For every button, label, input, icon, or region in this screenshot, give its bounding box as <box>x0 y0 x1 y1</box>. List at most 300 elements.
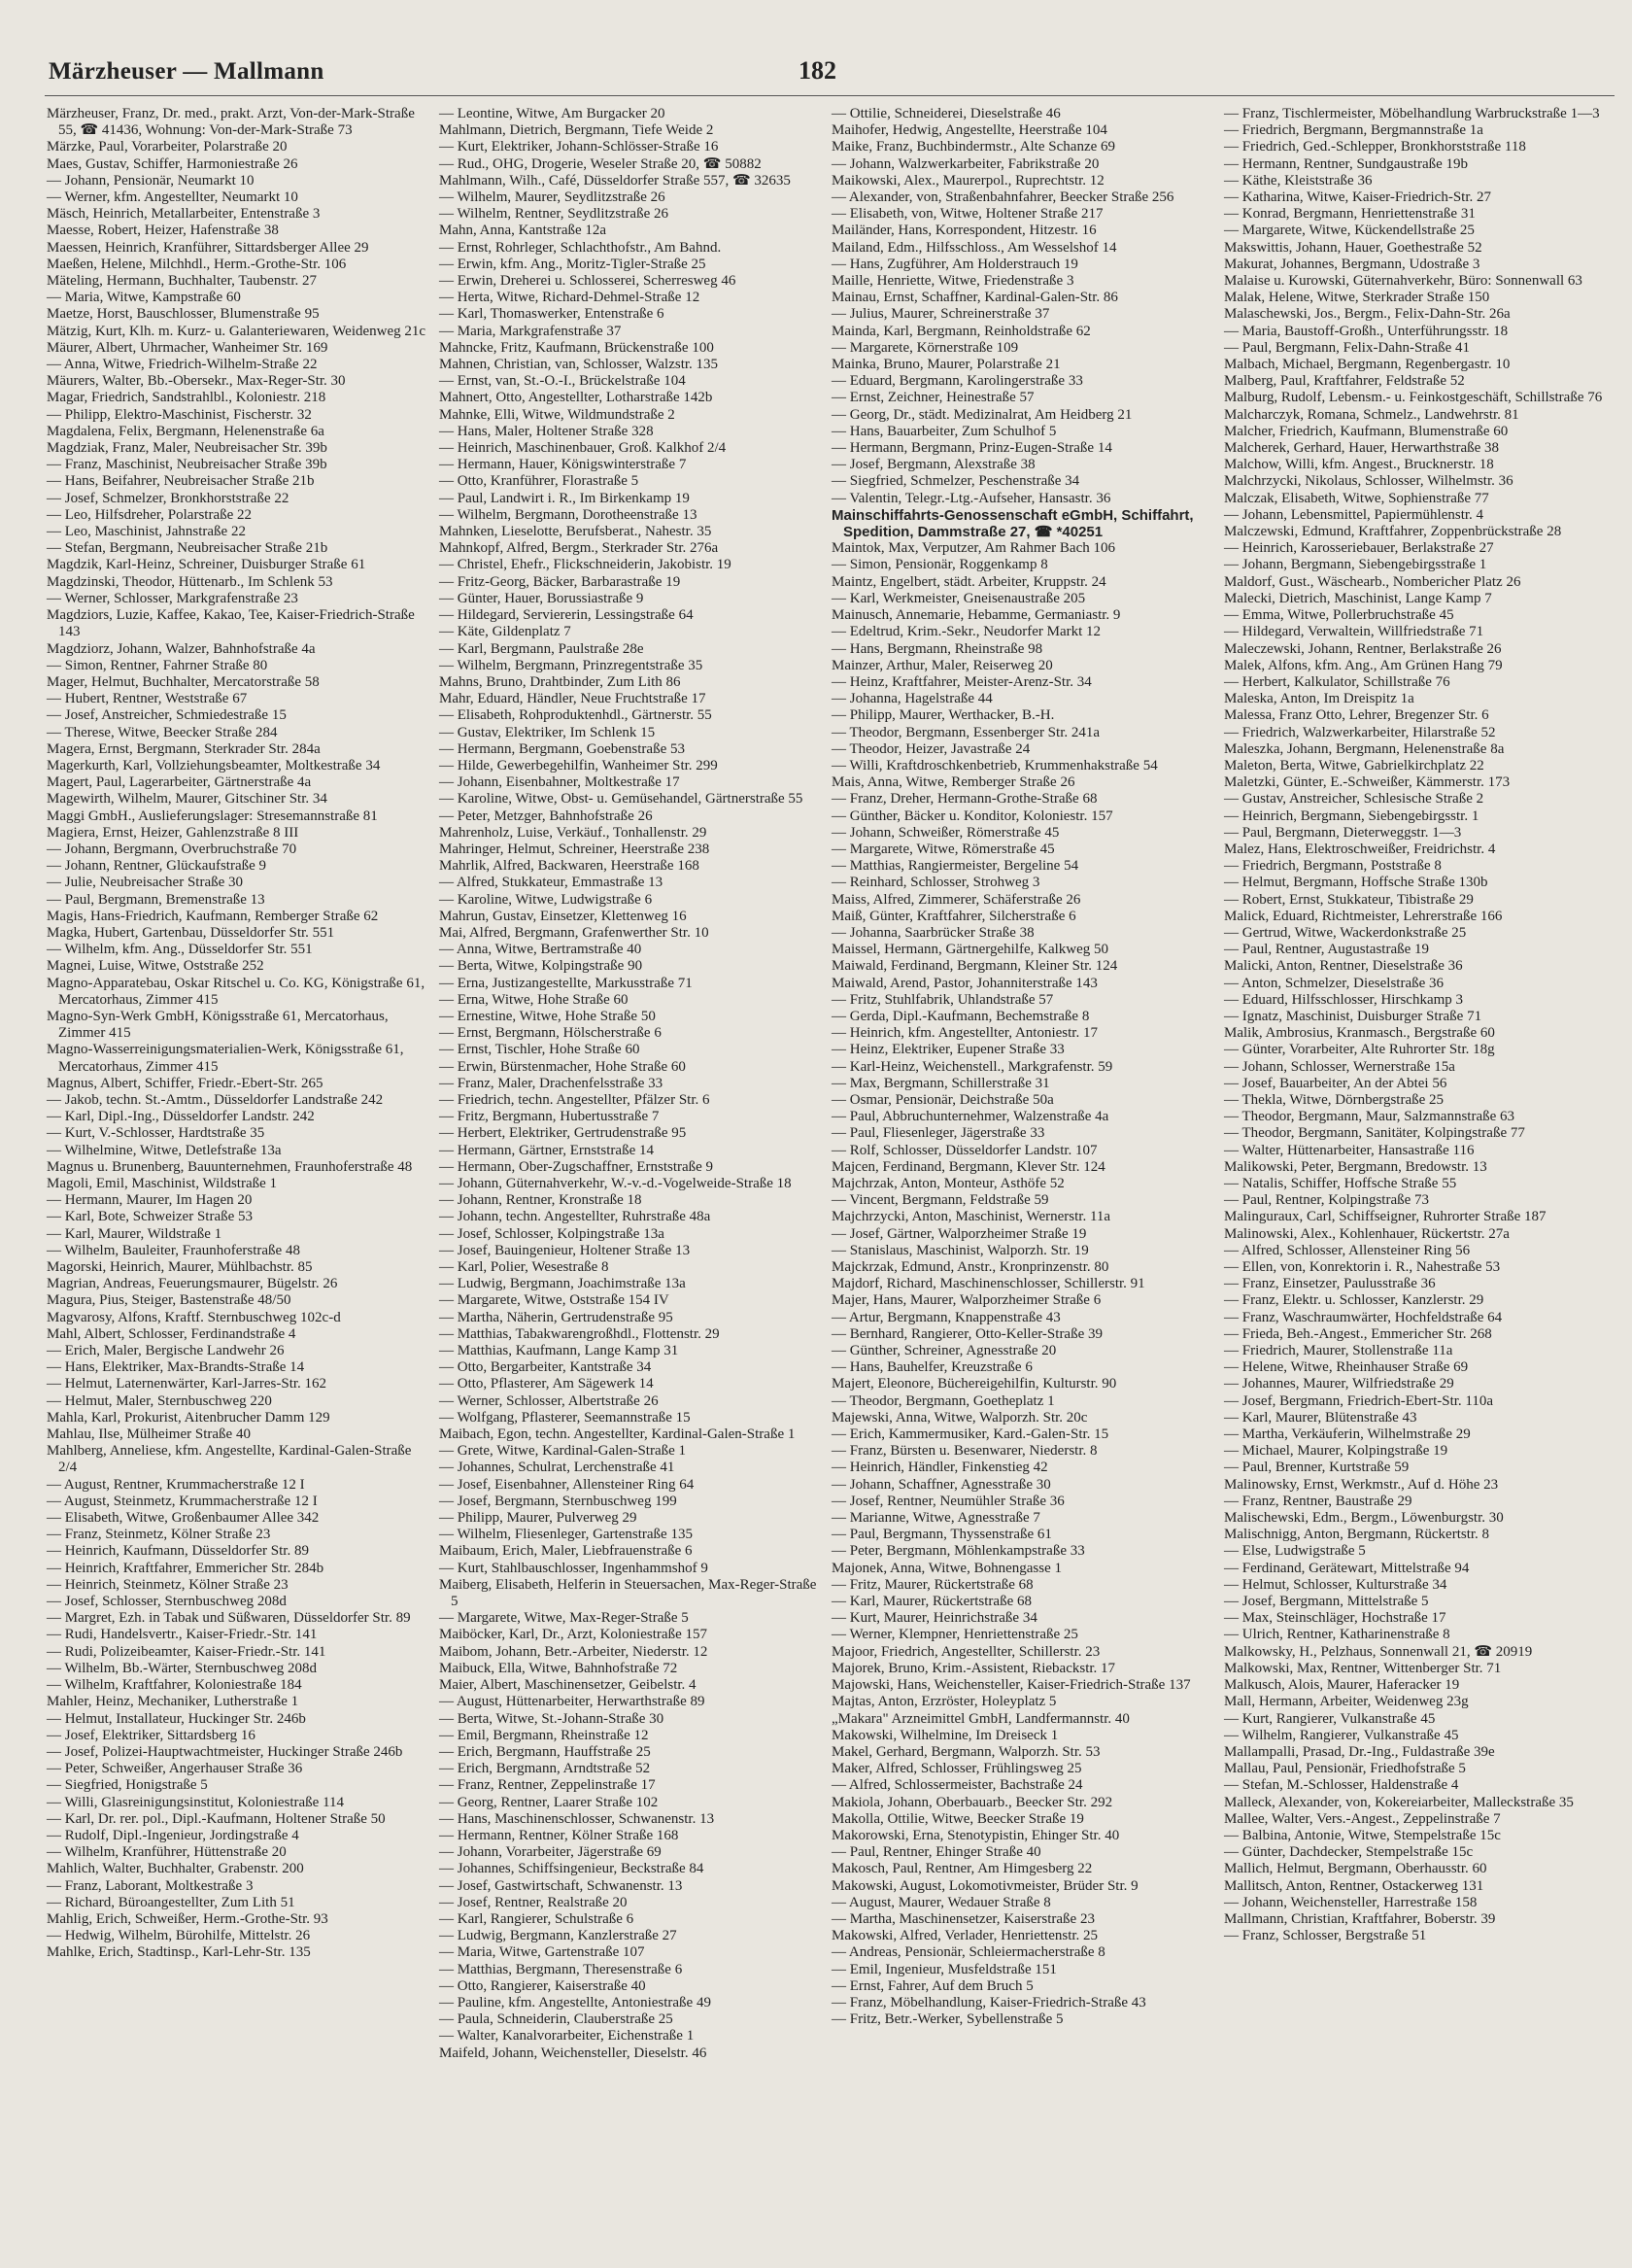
directory-entry: — Matthias, Rangiermeister, Bergeline 54 <box>832 858 1079 875</box>
directory-entry: — Natalis, Schiffer, Hoffsche Straße 55 <box>1224 1176 1457 1191</box>
column-4 <box>1222 106 1615 2062</box>
directory-entry: — Günther, Schreiner, Agnesstraße 20 <box>832 1343 1057 1359</box>
directory-entry: — Otto, Bergarbeiter, Kantstraße 34 <box>439 1359 652 1376</box>
directory-entry: — Emil, Ingenieur, Musfeldstraße 151 <box>832 1961 1057 1977</box>
directory-entry: — Karoline, Witwe, Ludwigstraße 6 <box>439 891 653 908</box>
directory-entry: — Theodor, Bergmann, Sanitäter, Kolpingstraße 77 <box>1224 1125 1525 1142</box>
directory-entry: — Kurt, V.-Schlosser, Hardtstraße 35 <box>47 1125 265 1142</box>
directory-entry: — Martha, Näherin, Gertrudenstraße 95 <box>439 1309 673 1325</box>
directory-entry: Maker, Alfred, Schlosser, Frühlingsweg 25 <box>832 1761 1082 1777</box>
directory-entry: — Franz, Maschinist, Neubreisacher Straße 39b <box>47 457 327 473</box>
directory-entry: — Anna, Witwe, Bertramstraße 40 <box>439 942 642 958</box>
directory-entry: — Grete, Witwe, Kardinal-Galen-Straße 1 <box>439 1443 687 1460</box>
directory-entry: — Paul, Fliesenleger, Jägerstraße 33 <box>832 1125 1045 1142</box>
directory-entry: Malleck, Alexander, von, Kokereiarbeiter, Malleckstraße 35 <box>1224 1794 1574 1810</box>
directory-entry: — Max, Steinschläger, Hochstraße 17 <box>1224 1610 1446 1627</box>
directory-entry: — Georg, Dr., städt. Medizinalrat, Am Heidberg 21 <box>832 406 1133 423</box>
directory-entry: — Josef, Rentner, Realstraße 20 <box>439 1894 628 1910</box>
directory-entry: — Franz, Möbelhandlung, Kaiser-Friedrich-Straße 43 <box>832 1994 1146 2010</box>
directory-entry: — Hermann, Rentner, Kölner Straße 168 <box>439 1827 679 1843</box>
directory-entry: Mailand, Edm., Hilfsschloss., Am Wesselshof 14 <box>832 239 1117 256</box>
directory-entry: — Erna, Witwe, Hohe Straße 60 <box>439 991 629 1008</box>
directory-entry: — Johann, Eisenbahner, Moltkestraße 17 <box>439 774 680 791</box>
directory-entry: — Karl, Maurer, Blütenstraße 43 <box>1224 1409 1417 1426</box>
directory-entry: — Otto, Kranführer, Florastraße 5 <box>439 473 639 490</box>
directory-entry: — Johann, Rentner, Glückaufstraße 9 <box>47 858 267 875</box>
directory-entry: — Johann, techn. Angestellter, Ruhrstraße 48a <box>439 1209 711 1225</box>
directory-entry: — Ignatz, Maschinist, Duisburger Straße 71 <box>1224 1008 1482 1024</box>
directory-entry: Maintz, Engelbert, städt. Arbeiter, Kruppstr. 24 <box>832 573 1106 590</box>
directory-entry: — Otto, Pflasterer, Am Sägewerk 14 <box>439 1376 654 1392</box>
directory-entry: Mahr, Eduard, Händler, Neue Fruchtstraße 17 <box>439 691 706 707</box>
directory-entry: — Heinrich, Karosseriebauer, Berlakstraße 27 <box>1224 540 1494 557</box>
directory-entry: Mahnert, Otto, Angestellter, Lotharstraße 142b <box>439 390 713 406</box>
directory-entry: — Wilhelm, Kranführer, Hüttenstraße 20 <box>47 1844 287 1861</box>
directory-entry: Maleczewski, Johann, Rentner, Berlakstraße 26 <box>1224 640 1502 657</box>
directory-entry: Mahlke, Erich, Stadtinsp., Karl-Lehr-Str. 135 <box>47 1944 311 1961</box>
directory-entry: — Max, Bergmann, Schillerstraße 31 <box>832 1075 1050 1091</box>
directory-entry: Malczewski, Edmund, Kraftfahrer, Zoppenbrückstraße 28 <box>1224 524 1562 540</box>
directory-entry: — Wilhelm, kfm. Ang., Düsseldorfer Str. 551 <box>47 942 313 958</box>
directory-entry: — Ernst, Zeichner, Heinestraße 57 <box>832 390 1035 406</box>
directory-entry: — Paul, Rentner, Augustastraße 19 <box>1224 942 1430 958</box>
directory-entry: — Kurt, Maurer, Heinrichstraße 34 <box>832 1610 1037 1627</box>
directory-entry: Makosch, Paul, Rentner, Am Himgesberg 22 <box>832 1861 1093 1877</box>
directory-entry: — Josef, Bergmann, Sternbuschweg 199 <box>439 1493 677 1509</box>
directory-entry: Maesse, Robert, Heizer, Hafenstraße 38 <box>47 223 279 239</box>
directory-entry: — Leo, Maschinist, Jahnstraße 22 <box>47 524 246 540</box>
directory-entry: — Hermann, Gärtner, Ernststraße 14 <box>439 1142 654 1158</box>
directory-entry: Mallau, Paul, Pensionär, Friedhofstraße 5 <box>1224 1761 1466 1777</box>
directory-entry: Maike, Franz, Buchbindermstr., Alte Schanze 69 <box>832 139 1116 155</box>
directory-entry: — Julie, Neubreisacher Straße 30 <box>47 875 244 891</box>
directory-entry: — Maria, Witwe, Gartenstraße 107 <box>439 1944 645 1961</box>
directory-entry: Makolla, Ottilie, Witwe, Beecker Straße 19 <box>832 1810 1084 1827</box>
directory-entry: Malikowski, Peter, Bergmann, Bredowstr. 13 <box>1224 1158 1487 1175</box>
directory-entry: — Ulrich, Rentner, Katharinenstraße 8 <box>1224 1627 1450 1643</box>
directory-entry: — Fritz, Stuhlfabrik, Uhlandstraße 57 <box>832 991 1054 1008</box>
directory-entry: — Valentin, Telegr.-Ltg.-Aufseher, Hansastr. 36 <box>832 490 1111 506</box>
directory-entry: Mahlau, Ilse, Mülheimer Straße 40 <box>47 1426 251 1443</box>
directory-entry: — Paul, Rentner, Ehinger Straße 40 <box>832 1844 1041 1861</box>
directory-entry: — Fritz-Georg, Bäcker, Barbarastraße 19 <box>439 573 681 590</box>
directory-entry: Malik, Ambrosius, Kranmasch., Bergstraße 60 <box>1224 1025 1495 1042</box>
directory-entry: — Wolfgang, Pflasterer, Seemannstraße 15 <box>439 1409 691 1426</box>
directory-entry: Magura, Pius, Steiger, Bastenstraße 48/50 <box>47 1292 291 1309</box>
directory-entry: Malaise u. Kurowski, Güternahverkehr, Büro: Sonnenwall 63 <box>1224 273 1582 290</box>
directory-entry: — Alfred, Stukkateur, Emmastraße 13 <box>439 875 663 891</box>
directory-entry: — Helmut, Installateur, Huckinger Str. 246b <box>47 1710 306 1727</box>
directory-entry: — Rolf, Schlosser, Düsseldorfer Landstr. 107 <box>832 1142 1098 1158</box>
directory-entry: — Josef, Bauarbeiter, An der Abtei 56 <box>1224 1075 1447 1091</box>
directory-entry: Maldorf, Gust., Wäschearb., Nombericher Platz 26 <box>1224 573 1521 590</box>
directory-entry: Mainka, Bruno, Maurer, Polarstraße 21 <box>832 357 1061 373</box>
directory-entry: — Stefan, Bergmann, Neubreisacher Straße 21b <box>47 540 328 557</box>
directory-entry: — Maria, Baustoff-Großh., Unterführungsstr. 18 <box>1224 323 1509 339</box>
directory-entry: — Kurt, Stahlbauschlosser, Ingenhammshof 9 <box>439 1560 708 1576</box>
directory-entry: — Günter, Hauer, Borussiastraße 9 <box>439 590 644 606</box>
directory-entry: — Theodor, Heizer, Javastraße 24 <box>832 740 1031 757</box>
directory-entry: — Josef, Schlosser, Sternbuschweg 208d <box>47 1594 287 1610</box>
directory-entry: Malak, Helene, Witwe, Sterkrader Straße 150 <box>1224 290 1490 306</box>
directory-entry: — Hermann, Hauer, Königswinterstraße 7 <box>439 457 687 473</box>
directory-entry: — Heinz, Kraftfahrer, Meister-Arenz-Str. 34 <box>832 673 1092 690</box>
directory-entry: — Fritz, Betr.-Werker, Sybellenstraße 5 <box>832 2011 1064 2028</box>
directory-entry: — Ottilie, Schneiderei, Dieselstraße 46 <box>832 106 1061 121</box>
directory-entry: — Hildegard, Serviererin, Lessingstraße 64 <box>439 607 694 624</box>
directory-entry: Malchrzycki, Nikolaus, Schlosser, Wilhelmstr. 36 <box>1224 473 1513 490</box>
directory-entry: — Wilhelm, Maurer, Seydlitzstraße 26 <box>439 189 665 206</box>
directory-entry: — Katharina, Witwe, Kaiser-Friedrich-Str. 27 <box>1224 189 1491 206</box>
directory-entry: Malcher, Friedrich, Kaufmann, Blumenstraße 60 <box>1224 423 1509 439</box>
directory-entry: — Thekla, Witwe, Dörnbergstraße 25 <box>1224 1091 1445 1108</box>
directory-entry: Malischewski, Edm., Bergm., Löwenburgstr. 30 <box>1224 1510 1504 1527</box>
directory-entry: Malkowski, Max, Rentner, Wittenberger Str. 71 <box>1224 1660 1502 1676</box>
directory-entry: — Therese, Witwe, Beecker Straße 284 <box>47 724 278 740</box>
directory-entry: Mai, Alfred, Bergmann, Grafenwerther Str. 10 <box>439 924 709 941</box>
directory-entry: — Margarete, Witwe, Römerstraße 45 <box>832 841 1055 857</box>
directory-entry: Maibuck, Ella, Witwe, Bahnhofstraße 72 <box>439 1660 678 1676</box>
directory-entry: Mahnen, Christian, van, Schlosser, Walzstr. 135 <box>439 357 719 373</box>
directory-entry: — Karl, Maurer, Wildstraße 1 <box>47 1225 222 1242</box>
directory-entry: — Stanislaus, Maschinist, Walporzh. Str. 19 <box>832 1242 1089 1258</box>
directory-entry: Mahlig, Erich, Schweißer, Herm.-Grothe-Str. 93 <box>47 1910 328 1927</box>
directory-entry: — Friedrich, Ged.-Schlepper, Bronkhorststraße 118 <box>1224 139 1526 155</box>
directory-entry: — Ernst, Tischler, Hohe Straße 60 <box>439 1042 640 1058</box>
directory-entry: — Franz, Einsetzer, Paulusstraße 36 <box>1224 1276 1436 1292</box>
directory-entry: — Peter, Metzger, Bahnhofstraße 26 <box>439 808 653 824</box>
directory-entry: — Heinrich, Kaufmann, Düsseldorfer Str. 89 <box>47 1543 309 1560</box>
directory-entry: Malek, Alfons, kfm. Ang., Am Grünen Hang 79 <box>1224 657 1503 673</box>
directory-entry: — Paul, Bergmann, Dieterweggstr. 1—3 <box>1224 824 1462 841</box>
directory-entry: — Vincent, Bergmann, Feldstraße 59 <box>832 1192 1049 1209</box>
directory-entry: — Wilhelm, Bb.-Wärter, Sternbuschweg 208d <box>47 1660 318 1676</box>
directory-entry: — Gerda, Dipl.-Kaufmann, Bechemstraße 8 <box>832 1008 1090 1024</box>
directory-entry: Magnus u. Brunenberg, Bauunternehmen, Fraunhoferstraße 48 <box>47 1158 413 1175</box>
directory-entry: Märzke, Paul, Vorarbeiter, Polarstraße 20 <box>47 139 288 155</box>
directory-entry: Maes, Gustav, Schiffer, Harmoniestraße 26 <box>47 155 298 172</box>
directory-entry: — Karl, Polier, Wesestraße 8 <box>439 1259 609 1276</box>
directory-entry: Magno-Wasserreinigungsmaterialien-Werk, Königsstraße 61, Mercatorhaus, Zimmer 415 <box>47 1042 404 1075</box>
directory-entry: Maibach, Egon, techn. Angestellter, Kardinal-Galen-Straße 1 <box>439 1426 796 1443</box>
directory-entry: — Franz, Bürsten u. Besenwarer, Niederstr. 8 <box>832 1443 1098 1460</box>
running-head: Märzheuser — Mallmann <box>49 58 324 85</box>
directory-entry: — Josef, Gärtner, Walporzheimer Straße 19 <box>832 1225 1087 1242</box>
directory-entry: Majer, Hans, Maurer, Walporzheimer Straße 6 <box>832 1292 1102 1309</box>
directory-entry: Mallee, Walter, Vers.-Angest., Zeppelinstraße 7 <box>1224 1810 1501 1827</box>
directory-entry: — Herbert, Kalkulator, Schillstraße 76 <box>1224 673 1450 690</box>
directory-entry: — Alfred, Schlossermeister, Bachstraße 24 <box>832 1777 1083 1794</box>
directory-entry: — Artur, Bergmann, Knappenstraße 43 <box>832 1309 1061 1325</box>
directory-entry: Malischnigg, Anton, Bergmann, Rückertstr. 8 <box>1224 1527 1490 1543</box>
directory-entry: — Johann, Bergmann, Siebengebirgsstraße 1 <box>1224 557 1487 573</box>
directory-entry: Malessa, Franz Otto, Lehrer, Bregenzer Str. 6 <box>1224 707 1489 724</box>
directory-entry: — Johannes, Maurer, Wilfriedstraße 29 <box>1224 1376 1454 1392</box>
directory-entry: — Reinhard, Schlosser, Strohweg 3 <box>832 875 1040 891</box>
directory-entry: Mahlich, Walter, Buchhalter, Grabenstr. 200 <box>47 1861 304 1877</box>
directory-entry: — Erich, Bergmann, Arndtstraße 52 <box>439 1761 651 1777</box>
directory-entry: Mahringer, Helmut, Schreiner, Heerstraße 238 <box>439 841 710 857</box>
directory-entry: — Gustav, Anstreicher, Schlesische Straße 2 <box>1224 791 1484 808</box>
directory-entry: — Emil, Bergmann, Rheinstraße 12 <box>439 1727 649 1743</box>
page-header <box>45 51 1615 96</box>
directory-entry: — Hans, Maler, Holtener Straße 328 <box>439 423 654 439</box>
directory-entry: — Paula, Schneiderin, Clauberstraße 25 <box>439 2011 673 2028</box>
directory-entry: Mahrun, Gustav, Einsetzer, Klettenweg 16 <box>439 908 687 924</box>
directory-entry: Malick, Eduard, Richtmeister, Lehrerstraße 166 <box>1224 908 1503 924</box>
directory-entry: — Hermann, Bergmann, Prinz-Eugen-Straße 14 <box>832 440 1112 457</box>
directory-entry: — Matthias, Tabakwarengroßhdl., Flottenstr. 29 <box>439 1325 720 1342</box>
directory-entry: Magerkurth, Karl, Vollziehungsbeamter, Moltkestraße 34 <box>47 757 381 773</box>
directory-entry: — Karl, Werkmeister, Gneisenaustraße 205 <box>832 590 1086 606</box>
directory-entry: Malchow, Willi, kfm. Angest., Brucknerstr. 18 <box>1224 457 1494 473</box>
directory-entry: Malez, Hans, Elektroschweißer, Freidrichstr. 4 <box>1224 841 1496 857</box>
directory-entry: Magka, Hubert, Gartenbau, Düsseldorfer Str. 551 <box>47 924 335 941</box>
directory-entry: Magorski, Heinrich, Maurer, Mühlbachstr. 85 <box>47 1259 313 1276</box>
directory-entry: — Theodor, Bergmann, Goetheplatz 1 <box>832 1392 1055 1409</box>
directory-entry: Malinowsky, Ernst, Werkmstr., Auf d. Höhe 23 <box>1224 1476 1499 1493</box>
directory-entry: — Hans, Beifahrer, Neubreisacher Straße 21b <box>47 473 315 490</box>
directory-entry: Makurat, Johannes, Bergmann, Udostraße 3 <box>1224 256 1480 272</box>
directory-entry: Mahrenholz, Luise, Verkäuf., Tonhallenstr. 29 <box>439 824 707 841</box>
directory-entry: — Johann, Schweißer, Römerstraße 45 <box>832 824 1060 841</box>
directory-entry: — Franz, Dreher, Hermann-Grothe-Straße 68 <box>832 791 1098 808</box>
directory-entry: Mahns, Bruno, Drahtbinder, Zum Lith 86 <box>439 673 681 690</box>
directory-entry: Maibaum, Erich, Maler, Liebfrauenstraße 6 <box>439 1543 693 1560</box>
directory-entry: — Peter, Bergmann, Möhlenkampstraße 33 <box>832 1543 1085 1560</box>
directory-entry: Maintok, Max, Verputzer, Am Rahmer Bach 106 <box>832 540 1115 557</box>
directory-entry: — Rudi, Polizeibeamter, Kaiser-Friedr.-Str. 141 <box>47 1643 326 1660</box>
directory-entry: — Ernst, van, St.-O.-I., Brückelstraße 104 <box>439 373 686 390</box>
directory-entry: — Karl, Dr. rer. pol., Dipl.-Kaufmann, Holtener Straße 50 <box>47 1810 386 1827</box>
page-number: 182 <box>799 56 836 85</box>
directory-entry: Majowski, Hans, Weichensteller, Kaiser-Friedrich-Straße 137 <box>832 1677 1191 1694</box>
directory-entry: — Herbert, Elektriker, Gertrudenstraße 95 <box>439 1125 687 1142</box>
directory-entry: — Robert, Ernst, Stukkateur, Tibistraße 29 <box>1224 891 1474 908</box>
directory-entry: — Leo, Hilfsdreher, Polarstraße 22 <box>47 506 253 523</box>
directory-columns <box>45 106 1615 2062</box>
directory-entry: — Eduard, Hilfsschlosser, Hirschkamp 3 <box>1224 991 1464 1008</box>
directory-entry: — Heinrich, Maschinenbauer, Groß. Kalkhof 2/4 <box>439 440 727 457</box>
directory-entry: Maille, Henriette, Witwe, Friedenstraße 3 <box>832 273 1074 290</box>
directory-entry: — August, Hüttenarbeiter, Herwarthstraße 89 <box>439 1694 705 1710</box>
directory-entry: — Richard, Büroangestellter, Zum Lith 51 <box>47 1894 295 1910</box>
directory-entry: Maiß, Günter, Kraftfahrer, Silcherstraße 6 <box>832 908 1076 924</box>
column-3 <box>830 106 1222 2062</box>
directory-entry: — Wilhelm, Rangierer, Vulkanstraße 45 <box>1224 1727 1459 1743</box>
directory-entry: — Wilhelmine, Witwe, Detlefstraße 13a <box>47 1142 282 1158</box>
directory-entry: — Johanna, Hagelstraße 44 <box>832 691 993 707</box>
directory-entry: — Anton, Schmelzer, Dieselstraße 36 <box>1224 975 1445 991</box>
directory-entry: — Paul, Landwirt i. R., Im Birkenkamp 19 <box>439 490 690 506</box>
directory-entry: — Wilhelm, Kraftfahrer, Koloniestraße 184 <box>47 1677 302 1694</box>
directory-entry: — Walter, Hüttenarbeiter, Hansastraße 116 <box>1224 1142 1475 1158</box>
directory-entry: Magno-Apparatebau, Oskar Ritschel u. Co. KG, Königstraße 61, Mercatorhaus, Zimmer 415 <box>47 975 425 1008</box>
directory-entry: — Margarete, Witwe, Oststraße 154 IV <box>439 1292 669 1309</box>
directory-entry: — Josef, Bergmann, Mittelstraße 5 <box>1224 1594 1429 1610</box>
directory-entry: Majoor, Friedrich, Angestellter, Schillerstr. 23 <box>832 1643 1101 1660</box>
directory-entry: — Franz, Steinmetz, Kölner Straße 23 <box>47 1527 271 1543</box>
directory-entry: — Josef, Elektriker, Sittardsberg 16 <box>47 1727 255 1743</box>
directory-entry: Magiera, Ernst, Heizer, Gahlenzstraße 8 III <box>47 824 299 841</box>
directory-entry: Mainau, Ernst, Schaffner, Kardinal-Galen-Str. 86 <box>832 290 1118 306</box>
directory-entry: — Rud., OHG, Drogerie, Weseler Straße 20, ☎ 50882 <box>439 155 762 172</box>
directory-entry: — Ferdinand, Gerätewart, Mittelstraße 94 <box>1224 1560 1470 1576</box>
directory-entry: — Matthias, Bergmann, Theresenstraße 6 <box>439 1961 683 1977</box>
directory-entry: Mailänder, Hans, Korrespondent, Hitzestr. 16 <box>832 223 1097 239</box>
directory-entry: — Johann, Pensionär, Neumarkt 10 <box>47 172 255 189</box>
directory-entry: Mainzer, Arthur, Maler, Reiserweg 20 <box>832 657 1053 673</box>
directory-entry: — Johann, Bergmann, Overbruchstraße 70 <box>47 841 297 857</box>
directory-entry: — Hans, Maschinenschlosser, Schwanenstr. 13 <box>439 1810 715 1827</box>
directory-entry: Magdzinski, Theodor, Hüttenarb., Im Schlenk 53 <box>47 573 333 590</box>
directory-entry: Maleska, Anton, Im Dreispitz 1a <box>1224 691 1414 707</box>
directory-entry: Maeßen, Helene, Milchhdl., Herm.-Grothe-Str. 106 <box>47 256 347 272</box>
directory-entry: Maibom, Johann, Betr.-Arbeiter, Niederstr. 12 <box>439 1643 708 1660</box>
directory-entry: — Johannes, Schulrat, Lerchenstraße 41 <box>439 1460 675 1476</box>
directory-entry: — Franz, Elektr. u. Schlosser, Kanzlerstr. 29 <box>1224 1292 1484 1309</box>
directory-entry: — August, Maurer, Wedauer Straße 8 <box>832 1894 1051 1910</box>
directory-entry: Mainschiffahrts-Genossenschaft eGmbH, Schiffahrt, Spedition, Dammstraße 27, ☎ *40251 <box>832 506 1194 541</box>
directory-entry: — Franz, Tischlermeister, Möbelhandlung Warbruckstraße 1—3 <box>1224 106 1600 121</box>
directory-entry: — Karoline, Witwe, Obst- u. Gemüsehandel, Gärtnerstraße 55 <box>439 791 803 808</box>
directory-entry: Malinguraux, Carl, Schiffseigner, Ruhrorter Straße 187 <box>1224 1209 1547 1225</box>
directory-entry: — Karl, Rangierer, Schulstraße 6 <box>439 1910 634 1927</box>
directory-entry: — Matthias, Kaufmann, Lange Kamp 31 <box>439 1343 679 1359</box>
directory-entry: Mahrlik, Alfred, Backwaren, Heerstraße 168 <box>439 858 699 875</box>
directory-entry: Magdziak, Franz, Maler, Neubreisacher Str. 39b <box>47 440 327 457</box>
directory-entry: — Karl, Bote, Schweizer Straße 53 <box>47 1209 254 1225</box>
directory-entry: — Philipp, Maurer, Pulverweg 29 <box>439 1510 637 1527</box>
directory-entry: — Michael, Maurer, Kolpingstraße 19 <box>1224 1443 1448 1460</box>
directory-entry: Maiböcker, Karl, Dr., Arzt, Koloniestraße 157 <box>439 1627 707 1643</box>
directory-entry: — August, Rentner, Krummacherstraße 12 I <box>47 1476 305 1493</box>
directory-entry: — Werner, Klempner, Henriettenstraße 25 <box>832 1627 1078 1643</box>
directory-entry: — Josef, Polizei-Hauptwachtmeister, Huckinger Straße 246b <box>47 1743 403 1760</box>
directory-entry: Makel, Gerhard, Bergmann, Walporzh. Str. 53 <box>832 1743 1101 1760</box>
directory-entry: Mainusch, Annemarie, Hebamme, Germaniastr. 9 <box>832 607 1121 624</box>
directory-entry: Mainda, Karl, Bergmann, Reinholdstraße 62 <box>832 323 1091 339</box>
directory-entry: — Berta, Witwe, St.-Johann-Straße 30 <box>439 1710 664 1727</box>
directory-entry: — Heinz, Elektriker, Eupener Straße 33 <box>832 1042 1065 1058</box>
directory-entry: Mahlmann, Wilh., Café, Düsseldorfer Straße 557, ☎ 32635 <box>439 172 791 189</box>
directory-entry: — Günter, Vorarbeiter, Alte Ruhrorter Str. 18g <box>1224 1042 1495 1058</box>
directory-entry: — Erna, Justizangestellte, Markusstraße 71 <box>439 975 693 991</box>
directory-entry: Mätzig, Kurt, Klh. m. Kurz- u. Galanteriewaren, Weidenweg 21c <box>47 323 426 339</box>
directory-entry: — Paul, Brenner, Kurtstraße 59 <box>1224 1460 1410 1476</box>
directory-entry: — Hilde, Gewerbegehilfin, Wanheimer Str. 299 <box>439 757 718 773</box>
directory-entry: — Franz, Maler, Drachenfelsstraße 33 <box>439 1075 663 1091</box>
directory-entry: Magera, Ernst, Bergmann, Sterkrader Str. 284a <box>47 740 321 757</box>
directory-entry: Magno-Syn-Werk GmbH, Königsstraße 61, Mercatorhaus, Zimmer 415 <box>47 1008 389 1042</box>
directory-entry: — Maria, Witwe, Kampstraße 60 <box>47 290 241 306</box>
directory-entry: — Walter, Kanalvorarbeiter, Eichenstraße 1 <box>439 2028 695 2045</box>
directory-entry: — Philipp, Maurer, Werthacker, B.-H. <box>832 707 1055 724</box>
directory-entry: Mäsch, Heinrich, Metallarbeiter, Entenstraße 3 <box>47 206 321 223</box>
directory-entry: Mallmann, Christian, Kraftfahrer, Boberstr. 39 <box>1224 1910 1496 1927</box>
directory-entry: — Rudi, Handelsvertr., Kaiser-Friedr.-Str. 141 <box>47 1627 318 1643</box>
directory-entry: Malinowski, Alex., Kohlenhauer, Rückertstr. 27a <box>1224 1225 1510 1242</box>
column-1 <box>45 106 437 2062</box>
directory-entry: — Johanna, Saarbrücker Straße 38 <box>832 924 1035 941</box>
directory-entry: — Karl-Heinz, Weichenstell., Markgrafenstr. 59 <box>832 1058 1113 1075</box>
directory-entry: Makswittis, Johann, Hauer, Goethestraße 52 <box>1224 239 1482 256</box>
directory-entry: Mäurers, Walter, Bb.-Obersekr., Max-Reger-Str. 30 <box>47 373 346 390</box>
directory-entry: Malcharczyk, Romana, Schmelz., Landwehrstr. 81 <box>1224 406 1519 423</box>
directory-entry: — Hans, Bauarbeiter, Zum Schulhof 5 <box>832 423 1057 439</box>
directory-entry: Majchrzycki, Anton, Maschinist, Wernerstr. 11a <box>832 1209 1111 1225</box>
directory-entry: Mäurer, Albert, Uhrmacher, Wanheimer Str. 169 <box>47 339 328 356</box>
directory-entry: Malecki, Dietrich, Maschinist, Lange Kamp 7 <box>1224 590 1492 606</box>
directory-entry: — Wilhelm, Bergmann, Prinzregentstraße 35 <box>439 657 703 673</box>
directory-entry: — Otto, Rangierer, Kaiserstraße 40 <box>439 1977 646 1994</box>
directory-entry: Mahncke, Fritz, Kaufmann, Brückenstraße 100 <box>439 339 714 356</box>
directory-entry: — Hedwig, Wilhelm, Bürohilfe, Mittelstr. 26 <box>47 1928 311 1944</box>
directory-entry: — August, Steinmetz, Krummacherstraße 12 I <box>47 1493 318 1509</box>
directory-entry: — Ellen, von, Konrektorin i. R., Nahestraße 53 <box>1224 1259 1501 1276</box>
directory-entry: Maiwald, Ferdinand, Bergmann, Kleiner Str. 124 <box>832 958 1118 975</box>
directory-entry: — Werner, Schlosser, Markgrafenstraße 23 <box>47 590 298 606</box>
directory-entry: — Margarete, Witwe, Max-Reger-Straße 5 <box>439 1610 689 1627</box>
directory-entry: — Franz, Laborant, Moltkestraße 3 <box>47 1877 254 1894</box>
directory-entry: — Marianne, Witwe, Agnesstraße 7 <box>832 1510 1040 1527</box>
directory-entry: — Elisabeth, Witwe, Großenbaumer Allee 342 <box>47 1510 320 1527</box>
directory-entry: — Anna, Witwe, Friedrich-Wilhelm-Straße 22 <box>47 357 318 373</box>
directory-entry: — Berta, Witwe, Kolpingstraße 90 <box>439 958 643 975</box>
directory-entry: — Maria, Markgrafenstraße 37 <box>439 323 622 339</box>
directory-entry: Mall, Hermann, Arbeiter, Weidenweg 23g <box>1224 1694 1469 1710</box>
directory-entry: — Willi, Kraftdroschkenbetrieb, Krummenhakstraße 54 <box>832 757 1158 773</box>
directory-entry: Mahler, Heinz, Mechaniker, Lutherstraße 1 <box>47 1694 299 1710</box>
directory-entry: — Friedrich, Bergmann, Poststraße 8 <box>1224 858 1442 875</box>
directory-entry: — Alfred, Schlosser, Allensteiner Ring 56 <box>1224 1242 1471 1258</box>
directory-entry: — Johann, Schlosser, Wernerstraße 15a <box>1224 1058 1455 1075</box>
directory-entry: Mallampalli, Prasad, Dr.-Ing., Fuldastraße 39e <box>1224 1743 1495 1760</box>
directory-entry: Mahn, Anna, Kantstraße 12a <box>439 223 607 239</box>
directory-entry: — Franz, Rentner, Zeppelinstraße 17 <box>439 1777 656 1794</box>
directory-entry: — Johann, Weichensteller, Harrestraße 158 <box>1224 1894 1478 1910</box>
directory-entry: Magdziorz, Johann, Walzer, Bahnhofstraße 4a <box>47 640 316 657</box>
directory-entry: — Josef, Schlosser, Kolpingstraße 13a <box>439 1225 664 1242</box>
column-2 <box>437 106 830 2062</box>
directory-entry: — Hans, Elektriker, Max-Brandts-Straße 14 <box>47 1359 305 1376</box>
directory-entry: Maifeld, Johann, Weichensteller, Dieselstr. 46 <box>439 2045 707 2061</box>
directory-entry: Maetze, Horst, Bauschlosser, Blumenstraße 95 <box>47 306 320 323</box>
directory-entry: „Makara" Arzneimittel GmbH, Landfermannstr. 40 <box>832 1710 1130 1727</box>
directory-entry: Magewirth, Wilhelm, Maurer, Gitschiner Str. 34 <box>47 791 327 808</box>
directory-entry: Malbach, Michael, Bergmann, Regenbergastr. 10 <box>1224 357 1511 373</box>
directory-entry: Mahla, Karl, Prokurist, Aitenbrucher Damm 129 <box>47 1409 330 1426</box>
directory-entry: — Paul, Rentner, Kolpingstraße 73 <box>1224 1192 1430 1209</box>
directory-entry: Malburg, Rudolf, Lebensm.- u. Feinkostgeschäft, Schillstraße 76 <box>1224 390 1603 406</box>
directory-entry: Mahnke, Elli, Witwe, Wildmundstraße 2 <box>439 406 675 423</box>
directory-entry: Magdzik, Karl-Heinz, Schreiner, Duisburger Straße 61 <box>47 557 366 573</box>
directory-entry: Majcen, Ferdinand, Bergmann, Klever Str. 124 <box>832 1158 1105 1175</box>
directory-entry: Magnus, Albert, Schiffer, Friedr.-Ebert-Str. 265 <box>47 1075 323 1091</box>
directory-entry: Maier, Albert, Maschinensetzer, Geibelstr. 4 <box>439 1677 697 1694</box>
directory-entry: — Stefan, M.-Schlosser, Haldenstraße 4 <box>1224 1777 1459 1794</box>
directory-entry: Maletzki, Günter, E.-Schweißer, Kämmerstr. 173 <box>1224 774 1511 791</box>
directory-entry: — Ernst, Rohrleger, Schlachthofstr., Am Bahnd. <box>439 239 722 256</box>
directory-entry: Maessen, Heinrich, Kranführer, Sittardsberger Allee 29 <box>47 239 369 256</box>
directory-entry: — Elisabeth, von, Witwe, Holtener Straße 217 <box>832 206 1104 223</box>
directory-entry: Mallitsch, Anton, Rentner, Ostackerweg 131 <box>1224 1877 1484 1894</box>
directory-entry: — Theodor, Bergmann, Essenberger Str. 241a <box>832 724 1101 740</box>
directory-entry: — Gertrud, Witwe, Wackerdonkstraße 25 <box>1224 924 1467 941</box>
directory-entry: Majtas, Anton, Erzröster, Holeyplatz 5 <box>832 1694 1057 1710</box>
directory-entry: Maiss, Alfred, Zimmerer, Schäferstraße 26 <box>832 891 1081 908</box>
directory-entry: — Wilhelm, Bergmann, Dorotheenstraße 13 <box>439 506 697 523</box>
